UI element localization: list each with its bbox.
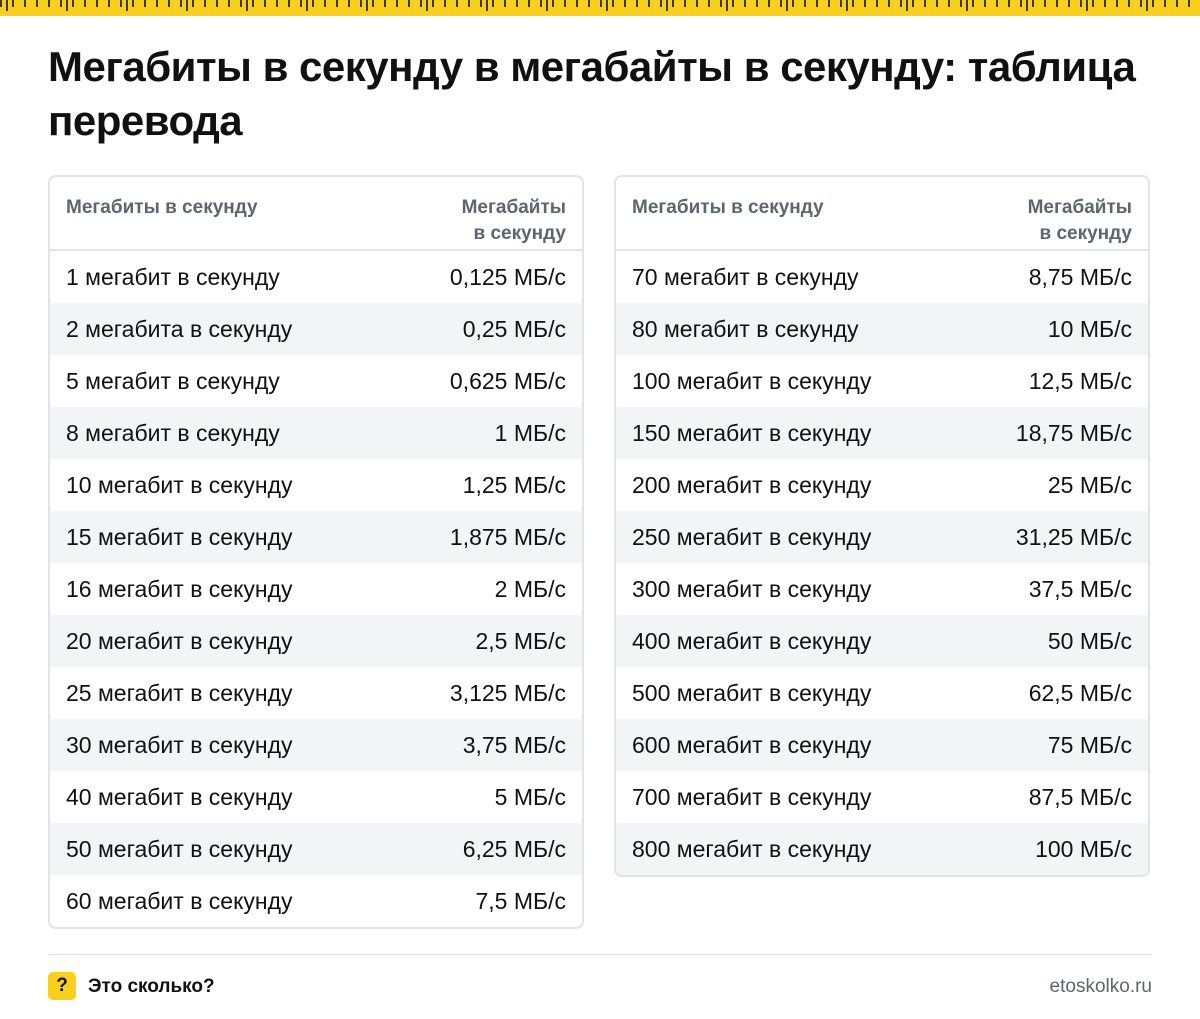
cell-mbit: 10 мегабит в секунду [66,471,293,498]
cell-mbyte: 0,625 МБ/с [449,367,566,394]
cell-mbyte: 5 МБ/с [494,783,566,810]
cell-mbit: 25 мегабит в секунду [66,679,293,706]
cell-mbyte: 7,5 МБ/с [475,887,566,914]
table-row [50,667,582,719]
cell-mbyte: 2 МБ/с [494,575,566,602]
table-row [50,771,582,823]
header-mbyte-line1: Мегабайты [461,197,566,218]
table-row [616,667,1148,719]
header-mbyte [396,195,566,247]
table-row [616,251,1148,303]
table-row [50,563,582,615]
table-row [616,615,1148,667]
table-row [50,303,582,355]
table-row [50,615,582,667]
table-row [50,823,582,875]
table-row [50,407,582,459]
cell-mbyte: 8,75 МБ/с [1028,263,1132,290]
table-row [50,459,582,511]
cell-mbit: 70 мегабит в секунду [632,263,859,290]
cell-mbyte: 75 МБ/с [1047,731,1132,758]
ruler-stripe [0,0,1200,16]
cell-mbyte: 3,125 МБ/с [449,679,566,706]
header-mbyte-line1: Мегабайты [1027,197,1132,218]
cell-mbit: 5 мегабит в секунду [66,367,280,394]
cell-mbyte: 50 МБ/с [1047,627,1132,654]
cell-mbyte: 31,25 МБ/с [1015,523,1132,550]
cell-mbit: 250 мегабит в секунду [632,523,872,550]
cell-mbyte: 1,25 МБ/с [462,471,566,498]
cell-mbit: 50 мегабит в секунду [66,835,293,862]
cell-mbit: 15 мегабит в секунду [66,523,293,550]
cell-mbyte: 1 МБ/с [494,419,566,446]
table-row [50,511,582,563]
cell-mbyte: 18,75 МБ/с [1015,419,1132,446]
cell-mbit: 800 мегабит в секунду [632,835,872,862]
cell-mbit: 100 мегабит в секунду [632,367,872,394]
cell-mbit: 30 мегабит в секунду [66,731,293,758]
cell-mbit: 80 мегабит в секунду [632,315,859,342]
table-row [616,303,1148,355]
cell-mbyte: 25 МБ/с [1047,471,1132,498]
table-row [616,823,1148,875]
cell-mbit: 8 мегабит в секунду [66,419,280,446]
table-row [50,875,582,927]
cell-mbit: 20 мегабит в секунду [66,627,293,654]
table-row [616,355,1148,407]
table-row [616,407,1148,459]
footer-divider [48,954,1152,955]
cell-mbit: 500 мегабит в секунду [632,679,872,706]
cell-mbyte: 2,5 МБ/с [475,627,566,654]
header-mbit: Мегабиты в секунду [66,197,258,218]
cell-mbit: 2 мегабита в секунду [66,315,293,342]
table-row [50,719,582,771]
cell-mbyte: 37,5 МБ/с [1028,575,1132,602]
page-title: Мегабиты в секунду в мегабайты в секунду: таблица перевода [48,43,1136,144]
ruler-major-ticks [0,0,1200,11]
cell-mbit: 400 мегабит в секунду [632,627,872,654]
cell-mbyte: 6,25 МБ/с [462,835,566,862]
cell-mbit: 16 мегабит в секунду [66,575,293,602]
table-body [50,251,582,927]
cell-mbit: 300 мегабит в секунду [632,575,872,602]
table-row [50,355,582,407]
header-mbyte-line2: в секунду [1039,223,1132,244]
conversion-table-right [614,175,1150,877]
table-row [616,719,1148,771]
table-row [616,771,1148,823]
cell-mbit: 200 мегабит в секунду [632,471,872,498]
cell-mbit: 60 мегабит в секунду [66,887,293,914]
header-mbyte-line2: в секунду [473,223,566,244]
cell-mbyte: 0,25 МБ/с [462,315,566,342]
cell-mbyte: 3,75 МБ/с [462,731,566,758]
header-mbyte [962,195,1132,247]
cell-mbit: 1 мегабит в секунду [66,263,280,290]
footer-site: etoskolko.ru [1049,976,1152,997]
cell-mbyte: 0,125 МБ/с [449,263,566,290]
table-body [616,251,1148,875]
table-row [616,511,1148,563]
cell-mbyte: 1,875 МБ/с [449,523,566,550]
cell-mbyte: 62,5 МБ/с [1028,679,1132,706]
cell-mbit: 700 мегабит в секунду [632,783,872,810]
cell-mbyte: 12,5 МБ/с [1028,367,1132,394]
cell-mbit: 150 мегабит в секунду [632,419,872,446]
cell-mbit: 600 мегабит в секунду [632,731,872,758]
cell-mbit: 40 мегабит в секунду [66,783,293,810]
cell-mbyte: 87,5 МБ/с [1028,783,1132,810]
footer-brand: Это сколько? [88,976,215,997]
table-header [616,177,1148,251]
table-row [616,459,1148,511]
question-logo-icon: ? [48,972,76,1000]
cell-mbyte: 10 МБ/с [1047,315,1132,342]
cell-mbyte: 100 МБ/с [1035,835,1132,862]
table-row [616,563,1148,615]
table-row [50,251,582,303]
header-mbit: Мегабиты в секунду [632,197,824,218]
table-header [50,177,582,251]
conversion-table-left [48,175,584,929]
